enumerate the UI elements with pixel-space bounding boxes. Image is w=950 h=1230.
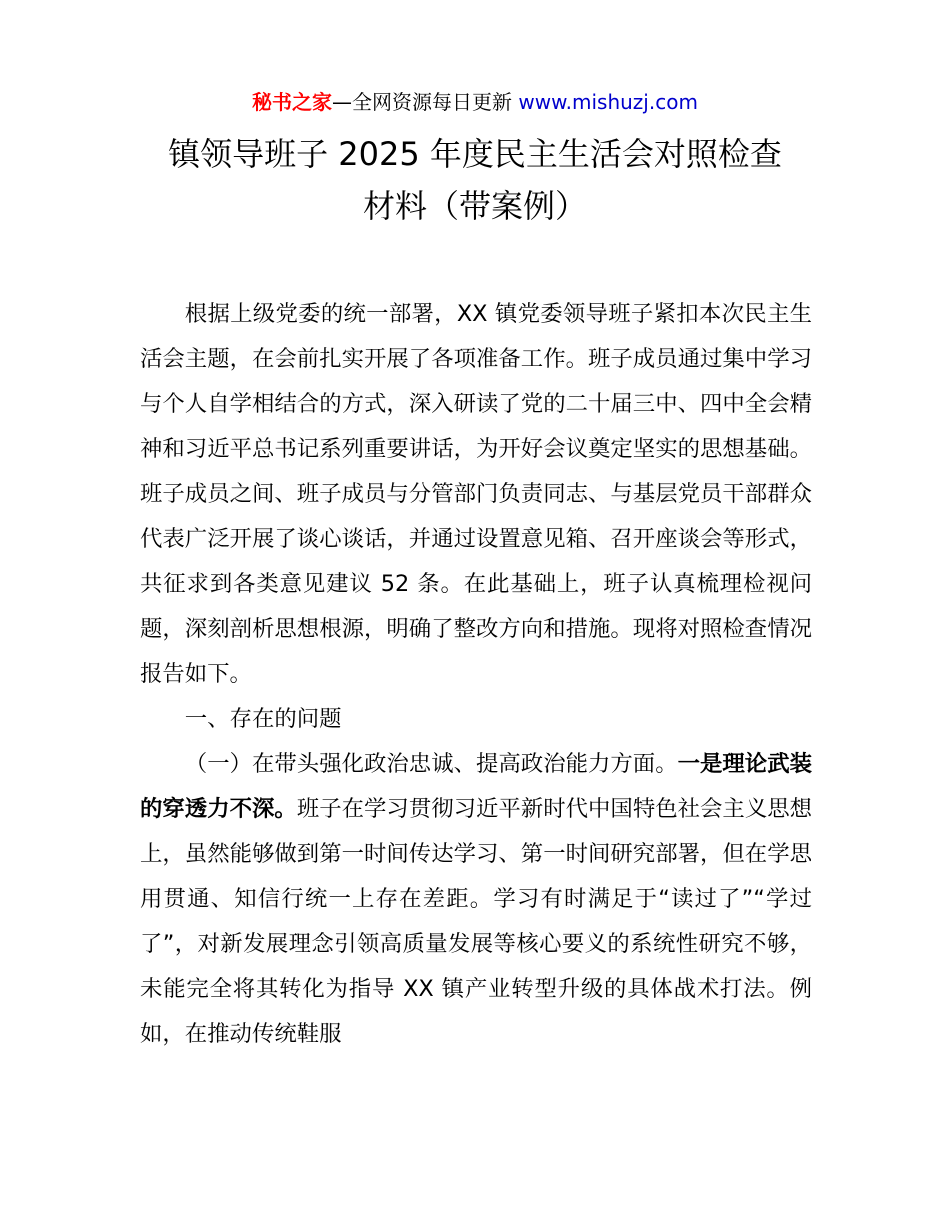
banner-slogan: —全网资源每日更新 — [332, 90, 519, 114]
subsection-text: 班子在学习贯彻习近平新时代中国特色社会主义思想上，虽然能够做到第一时间传达学习、第一时间研究部署，但在学思用贯通、知信行统一上存在差距。学习有时满足于“读过了”“学过了”，对新发展理念引领高质量发展等核心要义的系统性研究不够，未能完全将其转化为指导 XX 镇产业转型升级的具体战术打法。例如，在推动传统鞋服 — [140, 796, 813, 1047]
subsection-paragraph — [140, 742, 812, 1057]
site-banner — [0, 88, 950, 116]
title-line-1: 镇领导班子 2025 年度民主生活会对照检查 — [168, 135, 782, 173]
title-line-2: 材料（带案例） — [362, 187, 587, 225]
intro-paragraph: 根据上级党委的统一部署，XX 镇党委领导班子紧扣本次民主生活会主题，在会前扎实开展了各项准备工作。班子成员通过集中学习与个人自学相结合的方式，深入研读了党的二十届三中、四中全会精神和习近平总书记系列重要讲话，为开好会议奠定坚实的思想基础。班子成员之间、班子成员与分管部门负责同志、与基层党员干部群众代表广泛开展了谈心谈话，并通过设置意见箱、召开座谈会等形式，共征求到各类意见建议 52 条。在此基础上，班子认真梳理检视问题，深刻剖析思想根源，明确了整改方向和措施。现将对照检查情况报告如下。 — [140, 301, 812, 687]
document-body — [140, 292, 812, 1057]
bold-point: 一是理论武装的穿透力不深。 — [140, 751, 813, 822]
brand-name: 秘书之家 — [252, 90, 333, 114]
site-url-link[interactable]: www.mishuzj.com — [518, 90, 698, 114]
section-heading: 一、存在的问题 — [184, 706, 342, 732]
document-title — [140, 128, 810, 232]
subsection-lead: （一）在带头强化政治忠诚、提高政治能力方面。 — [184, 751, 678, 777]
